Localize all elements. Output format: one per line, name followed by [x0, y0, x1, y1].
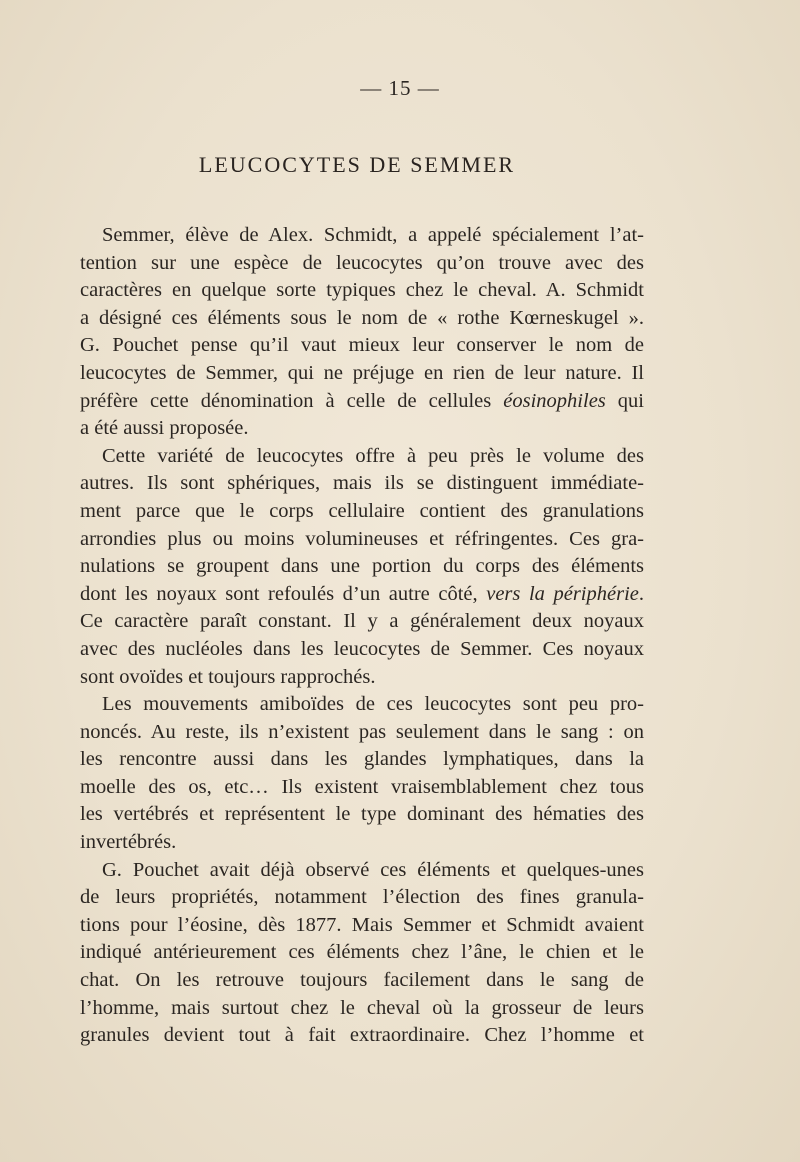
text-line: leucocytes de Semmer, qui ne préjuge en rien de leur nature. Il	[80, 361, 644, 384]
text-line: Semmer, élève de Alex. Schmidt, a appelé spécialement l’at-	[102, 224, 644, 246]
text-line: tention sur une espèce de leucocytes qu’on trouve avec des	[80, 251, 644, 274]
italic-term: éosinophiles	[503, 389, 606, 412]
text-line: les vertébrés et représentent le type dominant des hématies des	[80, 803, 644, 826]
text-line: Les mouvements amiboïdes de ces leucocytes sont peu pro-	[102, 693, 644, 716]
text-line	[80, 581, 644, 609]
text-line: nulations se groupent dans une portion du corps des éléments	[80, 555, 644, 578]
text-line: les rencontre aussi dans les glandes lymphatiques, dans la	[80, 748, 644, 771]
text-line: sont ovoïdes et toujours rapprochés.	[80, 665, 376, 688]
text-line: a été aussi proposée.	[80, 417, 249, 440]
text-line: a désigné ces éléments sous le nom de « rothe Kœrneskugel ».	[80, 306, 644, 329]
text-line: caractères en quelque sorte typiques chez le cheval. A. Schmidt	[80, 279, 644, 302]
text-line: Cette variété de leucocytes offre à peu près le volume des	[102, 444, 644, 467]
text-line: l’homme, mais surtout chez le cheval où la grosseur de leurs	[80, 996, 644, 1019]
text-line: chat. On les retrouve toujours facilement dans le sang de	[80, 969, 644, 992]
text-segment: qui	[605, 389, 644, 412]
text-line: G. Pouchet avait déjà observé ces éléments et quelques-unes	[102, 858, 644, 881]
text-line: tions pour l’éosine, dès 1877. Mais Semmer et Schmidt avaient	[80, 913, 644, 936]
text-line: noncés. Au reste, ils n’existent pas seulement dans le sang : on	[80, 720, 644, 743]
text-line	[80, 388, 644, 416]
text-segment: dont les noyaux sont refoulés d’un autre côté,	[80, 582, 487, 605]
text-line: arrondies plus ou moins volumineuses et réfringentes. Ces gra-	[80, 527, 644, 550]
text-line: ment parce que le corps cellulaire contient des granulations	[80, 499, 644, 522]
text-line: avec des nucléoles dans les leucocytes de Semmer. Ces noyaux	[80, 637, 644, 660]
text-line: granules devient tout à fait extraordinaire. Chez l’homme et	[80, 1024, 644, 1047]
text-segment: préfère cette dénomination à celle de cellules	[80, 389, 504, 412]
text-segment: .	[638, 582, 644, 605]
body-text	[80, 222, 644, 1050]
text-line: G. Pouchet pense qu’il vaut mieux leur conserver le nom de	[80, 334, 644, 357]
section-heading: LEUCOCYTES DE SEMMER	[198, 152, 516, 177]
text-line: invertébrés.	[80, 831, 177, 854]
text-line: de leurs propriétés, notamment l’élection des fines granula-	[80, 886, 644, 909]
text-line: autres. Ils sont sphériques, mais ils se distinguent immédiate-	[80, 472, 644, 495]
page-number: — 15 —	[360, 76, 440, 100]
italic-term: vers la périphérie	[486, 582, 639, 605]
text-line: moelle des os, etc… Ils existent vraisemblablement chez tous	[80, 775, 644, 798]
text-line: Ce caractère paraît constant. Il y a généralement deux noyaux	[80, 610, 644, 633]
text-line: indiqué antérieurement ces éléments chez l’âne, le chien et le	[80, 941, 644, 964]
